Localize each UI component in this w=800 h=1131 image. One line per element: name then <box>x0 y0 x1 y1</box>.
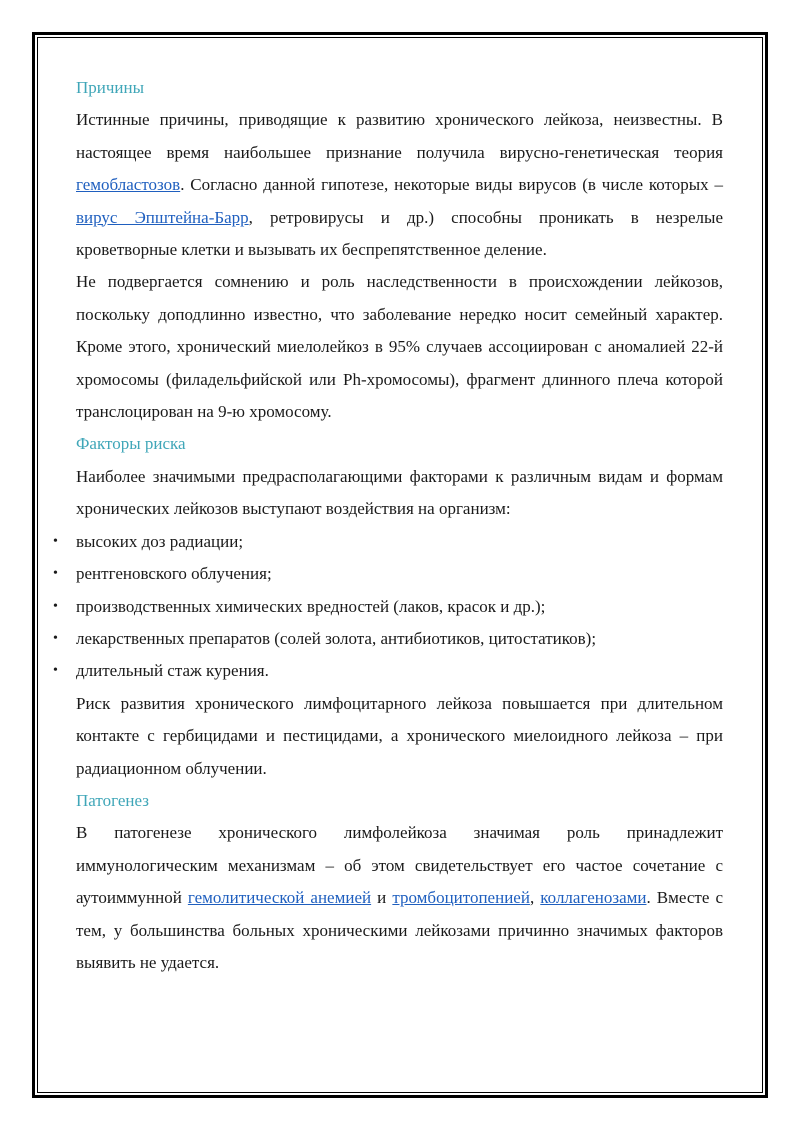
link-collagenoses[interactable]: коллагенозами <box>540 888 647 908</box>
list-item: • производственных химических вредностей (лаков, красок и др.); <box>76 591 723 623</box>
text-run: Истинные причины, приводящие к развитию хронического лейкоза, неизвестны. В настоящее время наибольшее признание получила вирусно-генетическая теория <box>76 110 723 162</box>
risk-factor-list <box>76 526 723 688</box>
paragraph-causes-2: Не подвергается сомнению и роль наследственности в происхождении лейкозов, поскольку доподлинно известно, что заболевание нередко носит семейный характер. Кроме этого, хронический миелолейкоз в 95% случаев ассоциирован с аномалией 22-й хромосомы (филадельфийской или Ph-хромосомы), фрагмент длинного плеча которой транслоцирован на 9-ю хромосому. <box>76 272 723 422</box>
list-item: • лекарственных препаратов (солей золота, антибиотиков, цитостатиков); <box>76 623 723 655</box>
text-run: . Вместе с тем, у большинства больных хроническими лейкозами причинно значимых факторов выявить не удается. <box>76 888 723 972</box>
section-heading-risk-factors: Факторы риска <box>76 434 186 454</box>
link-thrombocytopenia[interactable]: тромбоцитопенией <box>392 888 530 908</box>
paragraph-pathogenesis <box>76 817 723 979</box>
section-heading-causes: Причины <box>76 78 145 97</box>
text-run: и <box>371 888 393 908</box>
text-run: . Согласно данной гипотезе, некоторые виды вирусов (в числе которых – <box>180 175 723 195</box>
link-hemolytic-anemia[interactable]: гемолитической анемией <box>187 888 372 908</box>
paragraph-causes-1 <box>76 104 723 266</box>
section-heading-pathogenesis: Патогенез <box>76 790 149 810</box>
paragraph-risk-intro: Наиболее значимыми предрасполагающими факторами к различным видам и формам хронических лейкозов выступают воздействия на организм: <box>76 466 723 519</box>
link-hemoblastoses[interactable]: гемобластозов <box>76 175 181 195</box>
text-run: , <box>529 888 541 908</box>
list-item: • длительный стаж курения. <box>76 655 723 687</box>
text-run: В патогенезе хронического лимфолейкоза значимая роль принадлежит иммунологическим механизмам – об этом свидетельствует его частое сочетание с аутоиммунной <box>76 823 723 908</box>
text-run: , ретровирусы и др.) способны проникать в незрелые кроветворные клетки и вызывать их беспрепятственное деление. <box>76 207 723 260</box>
list-item: • высоких доз радиации; <box>76 526 723 558</box>
link-epstein-barr-virus[interactable]: вирус Эпштейна-Барр <box>76 207 249 227</box>
paragraph-risk-outro: Риск развития хронического лимфоцитарного лейкоза повышается при длительном контакте с гербицидами и пестицидами, а хронического миелоидного лейкоза – при радиационном облучении. <box>76 693 723 778</box>
list-item: • рентгеновского облучения; <box>76 558 723 590</box>
document-body <box>76 72 723 979</box>
